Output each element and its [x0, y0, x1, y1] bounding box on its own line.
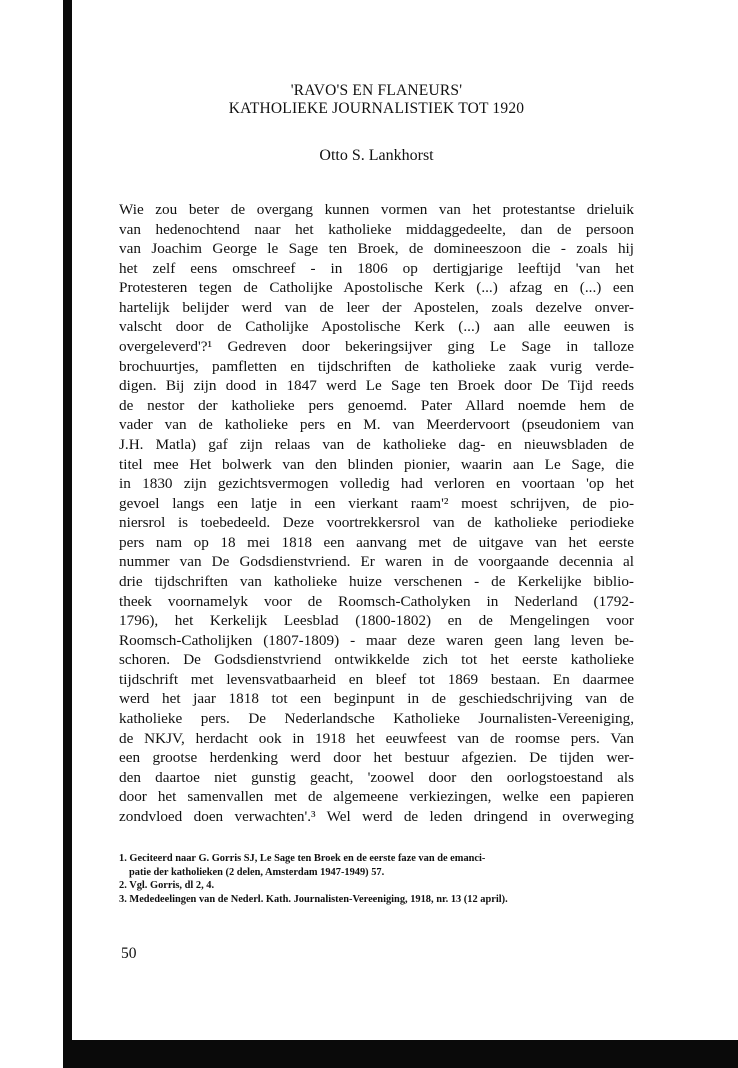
article-title — [119, 82, 634, 118]
scan-border-left — [63, 0, 72, 1068]
body-line: valscht door de Catholijke Apostolische Kerk (...) aan alle eeuwen is — [119, 318, 634, 336]
scan-border-bottom — [63, 1040, 738, 1068]
footnote-1: 1. Geciteerd naar G. Gorris SJ, Le Sage ten Broek en de eerste faze van de emanci- — [119, 853, 486, 864]
footnote-1-continued: patie der katholieken (2 delen, Amsterdam 1947-1949) 57. — [129, 866, 385, 878]
body-line: titel mee Het bolwerk van den blinden pionier, waarin aan Le Sage, die — [119, 455, 634, 473]
footnote-2: 2. Vgl. Gorris, dl 2, 4. — [119, 880, 215, 891]
body-line: vader van de katholieke pers en M. van Meerdervoort (pseudoniem van — [119, 416, 634, 434]
footnotes — [119, 852, 634, 906]
body-line: door het samenvallen met de algemeene verkiezingen, welke een papieren — [119, 788, 634, 806]
body-line: Protesteren tegen de Catholijke Apostolische Kerk (...) afzag en (...) een — [119, 279, 634, 297]
body-line: den daartoe niet gunstig geacht, 'zoowel door den oorlogstoestand als — [119, 768, 634, 786]
body-line: overgeleverd'?¹ Gedreven door bekeringsijver ging Le Sage in talloze — [119, 338, 634, 356]
body-line: de NKJV, herdacht ook in 1918 het eeuwfeest van de roomse pers. Van — [119, 729, 634, 747]
body-line: nummer van De Godsdienstvriend. Er waren in de voorgaande decennia al — [119, 553, 634, 571]
body-line: de nestor der katholieke pers genoemd. Pater Allard noemde hem de — [119, 396, 634, 414]
body-line: zondvloed doen verwachten'.³ Wel werd de leden dringend in overweging — [119, 807, 634, 825]
body-line: 1796), het Kerkelijk Leesblad (1800-1802) en de Mengelingen voor — [119, 612, 634, 630]
body-line: in 1830 zijn gezichtsvermogen volledig had verloren en voortaan 'op het — [119, 475, 634, 493]
footnote-3: 3. Mededeelingen van de Nederl. Kath. Journalisten-Vereeniging, 1918, nr. 13 (12 april). — [119, 893, 508, 905]
body-line: hartelijk belijder werd van de leer der Apostelen, zoals dezelve onver- — [119, 298, 634, 316]
body-line: niersrol is toebedeeld. Deze voortrekkersrol van de katholieke periodieke — [119, 514, 634, 532]
body-line: katholieke pers. De Nederlandsche Katholieke Journalisten-Vereeniging, — [119, 710, 634, 728]
body-line: Roomsch-Catholijken (1807-1809) - maar deze waren geen lang leven be- — [119, 631, 634, 649]
body-line: Wie zou beter de overgang kunnen vormen van het protestantse drieluik — [119, 201, 634, 218]
body-line: een grootse herdenking werd door het bestuur afgezien. De tijden wer- — [119, 749, 634, 767]
body-line: gevoel langs een latje in een vierkant raam'² moest schrijven, de pio- — [119, 494, 634, 512]
body-line: theek voornamelyk voor de Roomsch-Catholyken in Nederland (1792- — [119, 592, 634, 610]
title-line-1: 'RAVO'S EN FLANEURS' — [290, 82, 463, 99]
author-name: Otto S. Lankhorst — [319, 147, 434, 164]
document-page — [119, 0, 634, 1040]
body-line: tijdschrift met levensvatbaarheid en bleef tot 1869 bestaan. En daarmee — [119, 670, 634, 688]
body-line: brochuurtjes, pamfletten en tijdschriften de katholieke zaak vurig verde- — [119, 357, 634, 375]
page-number: 50 — [121, 945, 137, 962]
body-line: digen. Bij zijn dood in 1847 werd Le Sage ten Broek door De Tijd reeds — [119, 377, 634, 395]
body-paragraph — [119, 200, 634, 827]
body-line: werd het jaar 1818 tot een beginpunt in de geschiedschrijving van de — [119, 690, 634, 708]
body-line: van hedenochtend naar het katholieke middaggedeelte, dan de persoon — [119, 220, 634, 238]
title-line-2: KATHOLIEKE JOURNALISTIEK TOT 1920 — [228, 100, 525, 117]
body-line: pers nam op 18 mei 1818 een aanvang met de uitgave van het eerste — [119, 533, 634, 551]
body-line: het zelf eens omschreef - in 1806 op dertigjarige leeftijd 'van het — [119, 259, 634, 277]
body-line: schoren. De Godsdienstvriend ontwikkelde zich tot het eerste katholieke — [119, 651, 634, 669]
body-line: drie tijdschriften van katholieke huize verschenen - de Kerkelijke biblio- — [119, 572, 634, 590]
body-line: van Joachim George le Sage ten Broek, de domineeszoon die - zoals hij — [119, 240, 634, 258]
body-line: J.H. Matla) gaf zijn relaas van de katholieke dag- en nieuwsbladen de — [119, 435, 634, 453]
